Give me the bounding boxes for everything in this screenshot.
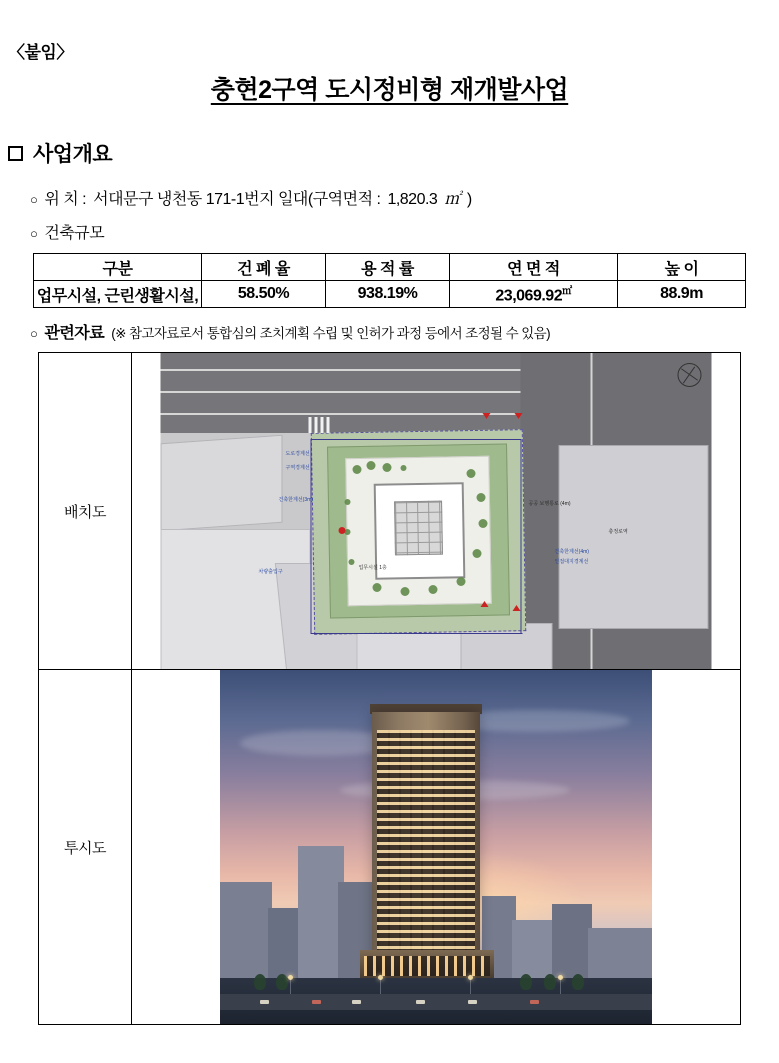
dimension-line xyxy=(311,633,523,634)
tree-icon xyxy=(429,585,438,594)
header-total-floor-area: 연 면 적 xyxy=(450,254,618,281)
crosswalk-stripe xyxy=(321,417,324,433)
figure-label-perspective: 투시도 xyxy=(39,670,132,1025)
square-bullet-icon xyxy=(8,146,23,161)
header-category: 구분 xyxy=(34,254,202,281)
figure-row-site-plan xyxy=(39,353,741,670)
tree-icon xyxy=(373,583,382,592)
adjacent-building xyxy=(559,445,709,629)
location-value: 서대문구 냉천동 171-1번지 일대(구역면적 : xyxy=(93,191,381,208)
background-building xyxy=(552,904,592,978)
tree-icon xyxy=(349,559,355,565)
attachment-marker: 〈붙임〉 xyxy=(8,43,73,62)
circle-bullet-icon: ○ xyxy=(30,326,38,341)
section-heading xyxy=(8,138,112,168)
streetlight-icon xyxy=(470,978,471,994)
site-plan-drawing xyxy=(161,353,712,669)
cell-category: 업무시설, 근린생활시설, xyxy=(34,281,202,308)
streetlight-icon xyxy=(290,978,291,994)
cell-total-floor-area xyxy=(450,281,618,308)
table-row xyxy=(34,281,746,308)
background-building xyxy=(220,882,272,978)
background-building xyxy=(588,928,652,978)
annotation-build-line-4m: 건축한계선(4m) xyxy=(554,549,589,555)
tree-icon xyxy=(353,465,362,474)
circle-bullet-icon: ○ xyxy=(30,226,38,241)
building-specs-table xyxy=(33,253,746,308)
bullet-location xyxy=(30,186,472,209)
direction-arrow-icon xyxy=(513,605,521,611)
tree-icon xyxy=(544,974,556,990)
dimension-line xyxy=(521,439,522,633)
tree-icon xyxy=(572,974,584,990)
reference-note: (※ 참고자료로서 통합심의 조치계획 수립 및 인허가 과정 등에서 조정될 수 있음) xyxy=(111,326,551,341)
tree-icon xyxy=(477,493,486,502)
car-icon xyxy=(468,1000,477,1004)
tree-icon xyxy=(457,577,466,586)
tree-icon xyxy=(276,974,288,990)
streetlight-icon xyxy=(560,978,561,994)
location-area-unit: ㎡ xyxy=(444,191,460,208)
streetlight-icon xyxy=(380,978,381,994)
background-building xyxy=(512,920,556,978)
tree-icon xyxy=(479,519,488,528)
direction-arrow-icon xyxy=(481,601,489,607)
header-floor-area-ratio: 용 적 률 xyxy=(326,254,450,281)
building-scale-label: 건축규모 xyxy=(44,225,105,242)
annotation-adjacent-lot-line: 인접대지경계선 xyxy=(554,559,589,565)
crosswalk-stripe xyxy=(315,417,318,433)
section-heading-label: 사업개요 xyxy=(33,143,113,166)
cell-total-floor-area-value: 23,069.92 xyxy=(495,287,563,305)
annotation-station: 충정로역 xyxy=(608,529,628,535)
direction-arrow-icon xyxy=(483,413,491,419)
tree-icon xyxy=(383,463,392,472)
annotation-build-line-3m: 건축한계선(3m) xyxy=(278,497,313,503)
bullet-reference xyxy=(30,320,550,343)
cell-floor-area-ratio: 938.19% xyxy=(326,281,450,308)
figure-label-site-plan: 배치도 xyxy=(39,353,132,670)
compass-icon xyxy=(678,363,702,387)
annotation-road-boundary: 도로경계선 xyxy=(285,451,310,457)
location-label: 위 치 : xyxy=(44,191,87,208)
car-icon xyxy=(312,1000,321,1004)
tree-icon xyxy=(473,549,482,558)
cell-height: 88.9m xyxy=(618,281,746,308)
dimension-line xyxy=(311,439,521,440)
car-icon xyxy=(260,1000,269,1004)
tree-icon xyxy=(345,499,351,505)
circle-bullet-icon: ○ xyxy=(30,192,38,207)
header-height: 높 이 xyxy=(618,254,746,281)
table-header-row xyxy=(34,254,746,281)
site-plan-image xyxy=(132,353,740,669)
crosswalk-stripe xyxy=(327,417,330,433)
annotation-vehicle-entrance: 차량출입구 xyxy=(258,569,283,575)
reference-label: 관련자료 xyxy=(44,325,105,342)
dimension-line xyxy=(311,439,312,633)
building-core xyxy=(394,501,443,556)
tree-icon xyxy=(520,974,532,990)
crosswalk-stripe xyxy=(309,417,312,433)
tree-icon xyxy=(467,469,476,478)
tree-icon xyxy=(254,974,266,990)
figure-row-perspective xyxy=(39,670,741,1025)
figure-cell-site-plan xyxy=(132,353,741,670)
neighbor-block xyxy=(161,435,283,532)
car-icon xyxy=(352,1000,361,1004)
cell-total-floor-area-unit: ㎡ xyxy=(562,286,572,298)
tree-icon xyxy=(367,461,376,470)
tree-icon xyxy=(401,465,407,471)
foreground-road xyxy=(220,994,652,1010)
figure-cell-perspective xyxy=(132,670,741,1025)
figures-table xyxy=(38,352,741,1025)
annotation-public-path: 공공 보행통로 (4m) xyxy=(528,501,571,507)
car-icon xyxy=(530,1000,539,1004)
cell-building-coverage: 58.50% xyxy=(202,281,326,308)
entrance-marker-icon xyxy=(339,527,346,534)
page-title: 충현2구역 도시정비형 재개발사업 xyxy=(210,76,569,104)
perspective-image xyxy=(132,670,740,1024)
annotation-office-1f: 업무시설 1층 xyxy=(358,565,387,571)
location-area-value: 1,820.3 xyxy=(387,191,438,208)
car-icon xyxy=(416,1000,425,1004)
perspective-rendering xyxy=(220,670,652,1024)
bullet-building-scale xyxy=(30,220,104,243)
location-closing: ) xyxy=(466,191,472,208)
tree-icon xyxy=(401,587,410,596)
header-building-coverage: 건 폐 율 xyxy=(202,254,326,281)
direction-arrow-icon xyxy=(515,413,523,419)
main-tower xyxy=(372,712,480,980)
annotation-district-boundary: 구역경계선 xyxy=(285,465,310,471)
